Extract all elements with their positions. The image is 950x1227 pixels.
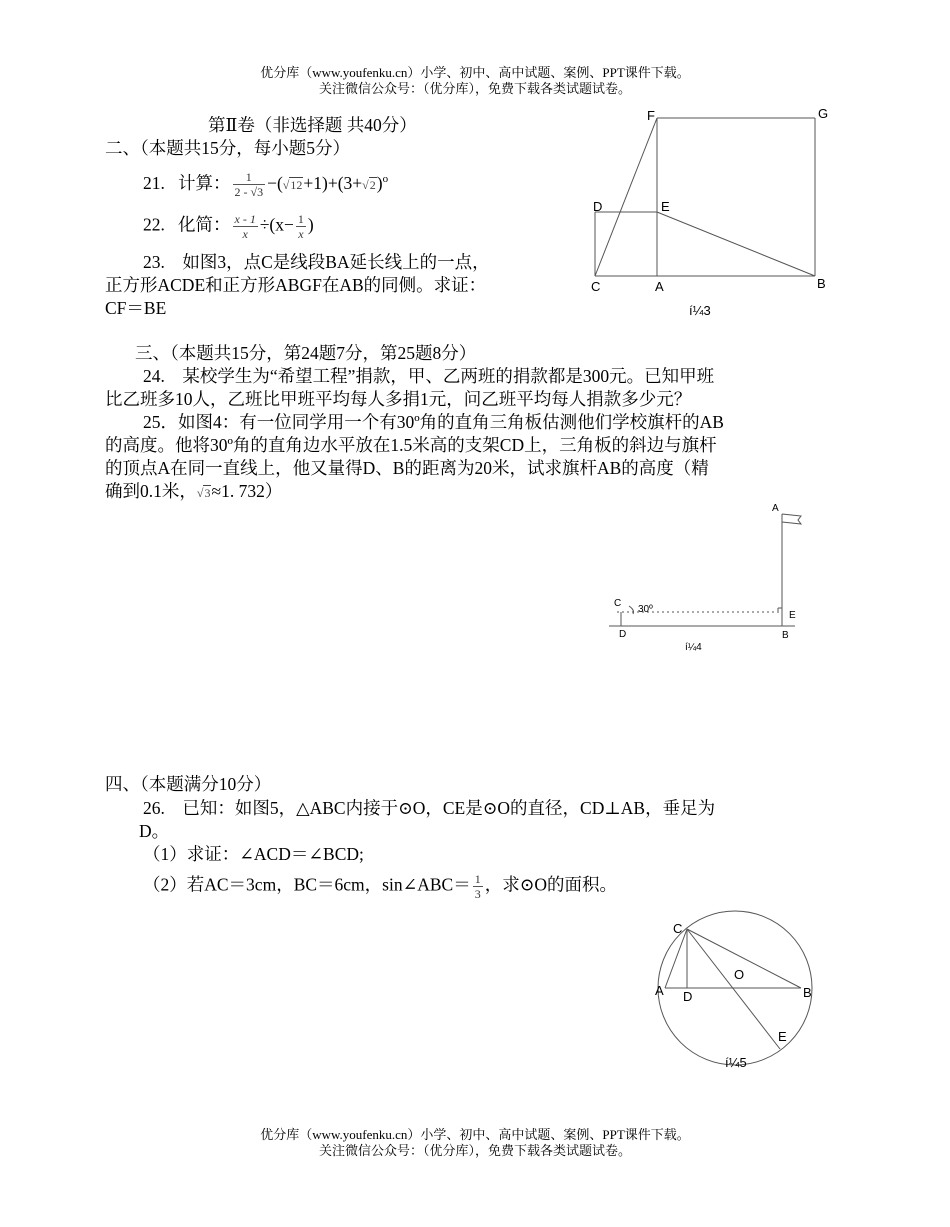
- fig5-label-A: A: [655, 983, 664, 998]
- header-line-2: 关注微信公众号：（优分库），免费下载各类试题试卷。: [318, 81, 631, 96]
- q21-sqrt-2: √2: [362, 177, 376, 192]
- q26-fraction: [473, 872, 483, 901]
- q22-part-1: ÷(x−: [259, 214, 294, 235]
- q24-line-1: 24. 某校学生为“希望工程”捐款，甲、乙两班的捐款都是300元。已知甲班: [143, 366, 715, 386]
- question-21: [143, 168, 388, 199]
- fig4-label-D: D: [619, 629, 627, 640]
- q22-number: 22.: [143, 214, 165, 235]
- q22-fraction-1-denominator: x: [242, 227, 248, 241]
- q22-part-2: ): [307, 214, 314, 235]
- volume-title: 第Ⅱ卷（非选择题 共40分）: [208, 115, 417, 135]
- q21-fraction-denominator: 2 - √3: [234, 185, 264, 200]
- section-4-heading: 四、（本题满分10分）: [105, 774, 272, 794]
- fig4-flag: [782, 514, 801, 524]
- fig4-label-A: A: [772, 503, 779, 514]
- fig4-label-E: E: [789, 610, 796, 621]
- q24-line-2: 比乙班多10人，乙班比甲班平均每人多捐1元，问乙班平均每人捐款多少元？: [105, 389, 692, 409]
- fig5-label-B: B: [803, 985, 812, 1000]
- fig3-label-B: B: [817, 276, 826, 291]
- q26-part-2: [143, 872, 617, 901]
- footer-line-1: 优分库（www.youfenku.cn）小学、初中、高中试题、案例、PPT课件下载。: [260, 1127, 690, 1142]
- fig5-label-E: E: [778, 1029, 787, 1044]
- q21-number: 21.: [143, 172, 165, 193]
- fig3-label-C: C: [591, 279, 601, 294]
- fig3-line-EB: [657, 212, 815, 276]
- q21-part-2: +1)+(3+: [303, 172, 363, 193]
- fig4-angle-arc: [629, 606, 634, 614]
- q22-label: 化简：: [178, 214, 231, 235]
- q21-sqrt-12: √12: [282, 177, 303, 192]
- q26-line-1: 26. 已知：如图5，△ABC内接于⊙O，CE是⊙O的直径，CD⊥AB，垂足为: [143, 798, 716, 818]
- q22-fraction-2-numerator: 1: [297, 212, 304, 226]
- q21-part-3: ): [376, 172, 383, 193]
- q26-fraction-denominator: 3: [474, 887, 481, 901]
- q26-part-2-start: （2）若AC＝3cm，BC＝6cm，sin∠ABC＝: [143, 874, 471, 895]
- section-3-heading: 三、（本题共15分，第24题7分，第25题8分）: [135, 343, 477, 363]
- q22-fraction-1-numerator: x - 1: [234, 212, 256, 226]
- fig4-caption: í¼4: [685, 642, 702, 653]
- fig3-label-E: E: [661, 199, 670, 214]
- q22-fraction-1: [233, 212, 258, 241]
- fig5-label-D: D: [683, 989, 693, 1004]
- q26-fraction-numerator: 1: [474, 872, 481, 886]
- q25-line-4: [105, 480, 282, 504]
- q21-part-1: −(: [267, 172, 283, 193]
- q23-line-2: 正方形ACDE和正方形ABGF在AB的同侧。求证：: [105, 275, 487, 295]
- fig3-label-D: D: [593, 199, 603, 214]
- q25-sqrt-3: √3: [196, 486, 211, 500]
- q22-fraction-2: [296, 212, 306, 241]
- footer-line-2: 关注微信公众号：（优分库），免费下载各类试题试卷。: [318, 1143, 631, 1158]
- fig4-label-C: C: [614, 598, 622, 609]
- q21-fraction: [233, 170, 266, 199]
- q21-fraction-numerator: 1: [233, 170, 266, 185]
- q21-exponent: o: [382, 173, 389, 185]
- figure-4: [605, 500, 805, 655]
- fig4-label-B: B: [782, 630, 789, 641]
- q25-line-3: 的顶点A在同一直线上，他又量得D、B的距离为20米，试求旗杆AB的高度（精: [105, 458, 709, 478]
- fig5-caption: í¼5: [725, 1055, 747, 1070]
- fig3-label-G: G: [818, 106, 829, 121]
- q25-line-4-start: 确到0.1米，: [105, 481, 197, 501]
- figure-3: [585, 100, 845, 322]
- fig3-caption: í¼3: [689, 303, 711, 318]
- fig3-label-F: F: [647, 108, 655, 123]
- fig5-line-CE: [687, 929, 780, 1049]
- fig3-line-CF: [595, 118, 657, 276]
- q22-fraction-2-denominator: x: [298, 227, 304, 241]
- fig5-label-O: O: [734, 967, 745, 982]
- fig3-label-A: A: [655, 279, 664, 294]
- q23-line-3: CF＝BE: [105, 298, 167, 318]
- q25-line-4-end: ≈1. 732）: [211, 481, 283, 501]
- fig5-label-C: C: [673, 921, 683, 936]
- figure-5: [645, 900, 825, 1075]
- q26-part-2-end: ，求⊙O的面积。: [484, 874, 618, 895]
- fig4-label-angle: 30º: [638, 604, 653, 615]
- q25-line-1: 25．如图4：有一位同学用一个有30º角的直角三角板估测他们学校旗杆的AB: [143, 412, 724, 432]
- q26-line-2: D。: [139, 821, 170, 841]
- q21-label: 计算：: [178, 172, 231, 193]
- q23-line-1: 23. 如图3，点C是线段BA延长线上的一点，: [143, 252, 490, 272]
- header-line-1: 优分库（www.youfenku.cn）小学、初中、高中试题、案例、PPT课件下载。: [260, 65, 690, 80]
- q25-line-2: 的高度。他将30º角的直角边水平放在1.5米高的支架CD上，三角板的斜边与旗杆: [105, 435, 717, 455]
- question-22: [143, 212, 314, 241]
- section-2-heading: 二、（本题共15分，每小题5分）: [105, 138, 350, 158]
- q26-part-1: （1）求证：∠ACD＝∠BCD;: [143, 844, 364, 864]
